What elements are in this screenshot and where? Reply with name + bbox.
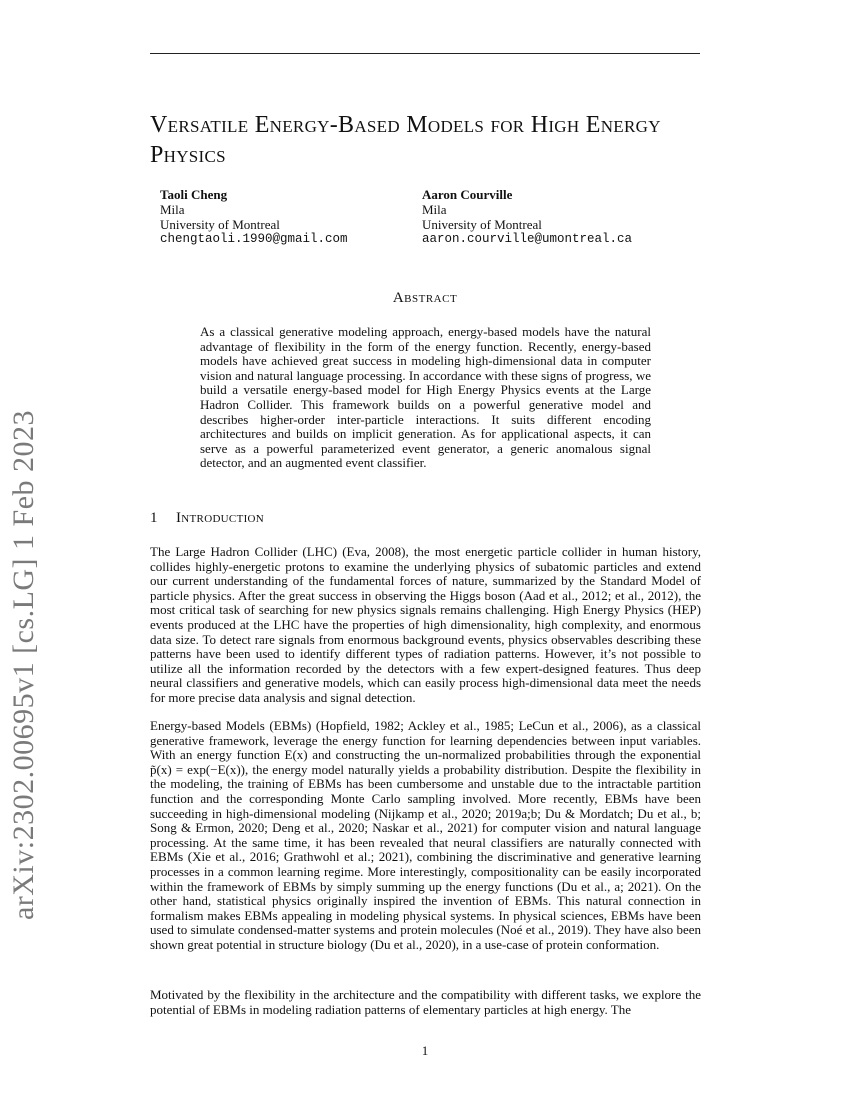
author-email: chengtaoli.1990@gmail.com bbox=[160, 232, 348, 246]
section-number: 1 bbox=[150, 510, 158, 526]
section-heading bbox=[150, 510, 264, 527]
body-paragraph: Energy-based Models (EBMs) (Hopfield, 1982; Ackley et al., 1985; LeCun et al., 2006), as a classical generative framework, leverage the energy function for learning dependencies between input variables. With an energy function E(x) and constructing the un-normalized probabilities through the exponential p̃(x) = exp(−E(x)), the energy model naturally yields a probability distribution. Despite the flexibility in the modeling, the training of EBMs has been cumbersome and unstable due to the intractable partition function and the corresponding Monte Carlo sampling involved. More recently, EBMs have been succeeding in high-dimensional modeling (Nijkamp et al., 2020; 2019a;b; Du & Mordatch; Du et al., b; Song & Ermon, 2020; Deng et al., 2020; Naskar et al., 2021) for computer vision and natural language processing. At the same time, it has been revealed that neural classifiers are naturally connected with EBMs (Xie et al., 2016; Grathwohl et al.; 2021), combining the discriminative and generative learning processes in a common learning regime. More interestingly, compositionality can be easily incorporated within the framework of EBMs by simply summing up the energy functions (Du et al., a; 2021). On the other hand, statistical physics originally inspired the invention of EBMs. This natural connection in formalism makes EBMs appealing in modeling physical systems. In physical sciences, EBMs have been used to simulate condensed-matter systems and protein molecules (Noé et al., 2019). They have also been shown great potential in structure biology (Du et al., 2020), in a use-case of protein conformation. bbox=[150, 718, 701, 952]
body-paragraph: The Large Hadron Collider (LHC) (Eva, 2008), the most energetic particle collider in human history, collides highly-energetic protons to examine the underlying physics of subatomic particles and extend our current understanding of the fundamental forces of nature, summarized by the Standard Model of particle physics. After the great success in observing the Higgs boson (Aad et al., 2012; et al., 2012), the most critical task of searching for new physics signals remains challenging. High Energy Physics (HEP) events produced at the LHC have the properties of high dimensionality, high complexity, and enormous data size. To detect rare signals from enormous background events, physics observables describing these patterns have been used to identify different types of radiation patterns. However, it’s not possible to utilize all the information recorded by the detectors with a few expert-designed features. Thus deep neural classifiers and generative models, which can easily process high-dimensional data meet the needs for more precise data analysis and signal detection. bbox=[150, 544, 701, 705]
paper-title: Versatile Energy-Based Models for High Energy Physics bbox=[150, 112, 661, 168]
author-block bbox=[422, 187, 632, 247]
author-affiliation: Mila bbox=[160, 202, 185, 217]
author-institution: University of Montreal bbox=[422, 217, 542, 232]
body-paragraph: Motivated by the flexibility in the architecture and the compatibility with different tasks, we explore the potential of EBMs in modeling radiation patterns of elementary particles at high energy. The bbox=[150, 987, 701, 1017]
author-name: Aaron Courville bbox=[422, 187, 513, 202]
header-rule bbox=[150, 53, 700, 54]
abstract-heading: Abstract bbox=[392, 290, 458, 306]
arxiv-stamp-text: arXiv:2302.00695v1 [cs.LG] 1 Feb 2023 bbox=[7, 409, 40, 921]
author-name: Taoli Cheng bbox=[160, 187, 228, 202]
author-institution: University of Montreal bbox=[160, 217, 280, 232]
page-number: 1 bbox=[421, 1043, 429, 1058]
author-affiliation: Mila bbox=[422, 202, 447, 217]
abstract-text: As a classical generative modeling approach, energy-based models have the natural advantage of flexibility in the form of the energy function. Recently, energy-based models have achieved great success in modeling high-dimensional data in computer vision and natural language processing. In accordance with these signs of progress, we build a versatile energy-based model for High Energy Physics events at the Large Hadron Collider. This framework builds on a powerful generative model and describes higher-order inter-particle interactions. It suits different encoding architectures and builds on implicit generation. As for applicational aspects, it can serve as a powerful parameterized event generator, a generic anomalous signal detector, and an augmented event classifier. bbox=[200, 324, 651, 471]
author-block bbox=[160, 187, 348, 247]
author-email: aaron.courville@umontreal.ca bbox=[422, 232, 633, 246]
section-title: Introduction bbox=[176, 510, 265, 526]
